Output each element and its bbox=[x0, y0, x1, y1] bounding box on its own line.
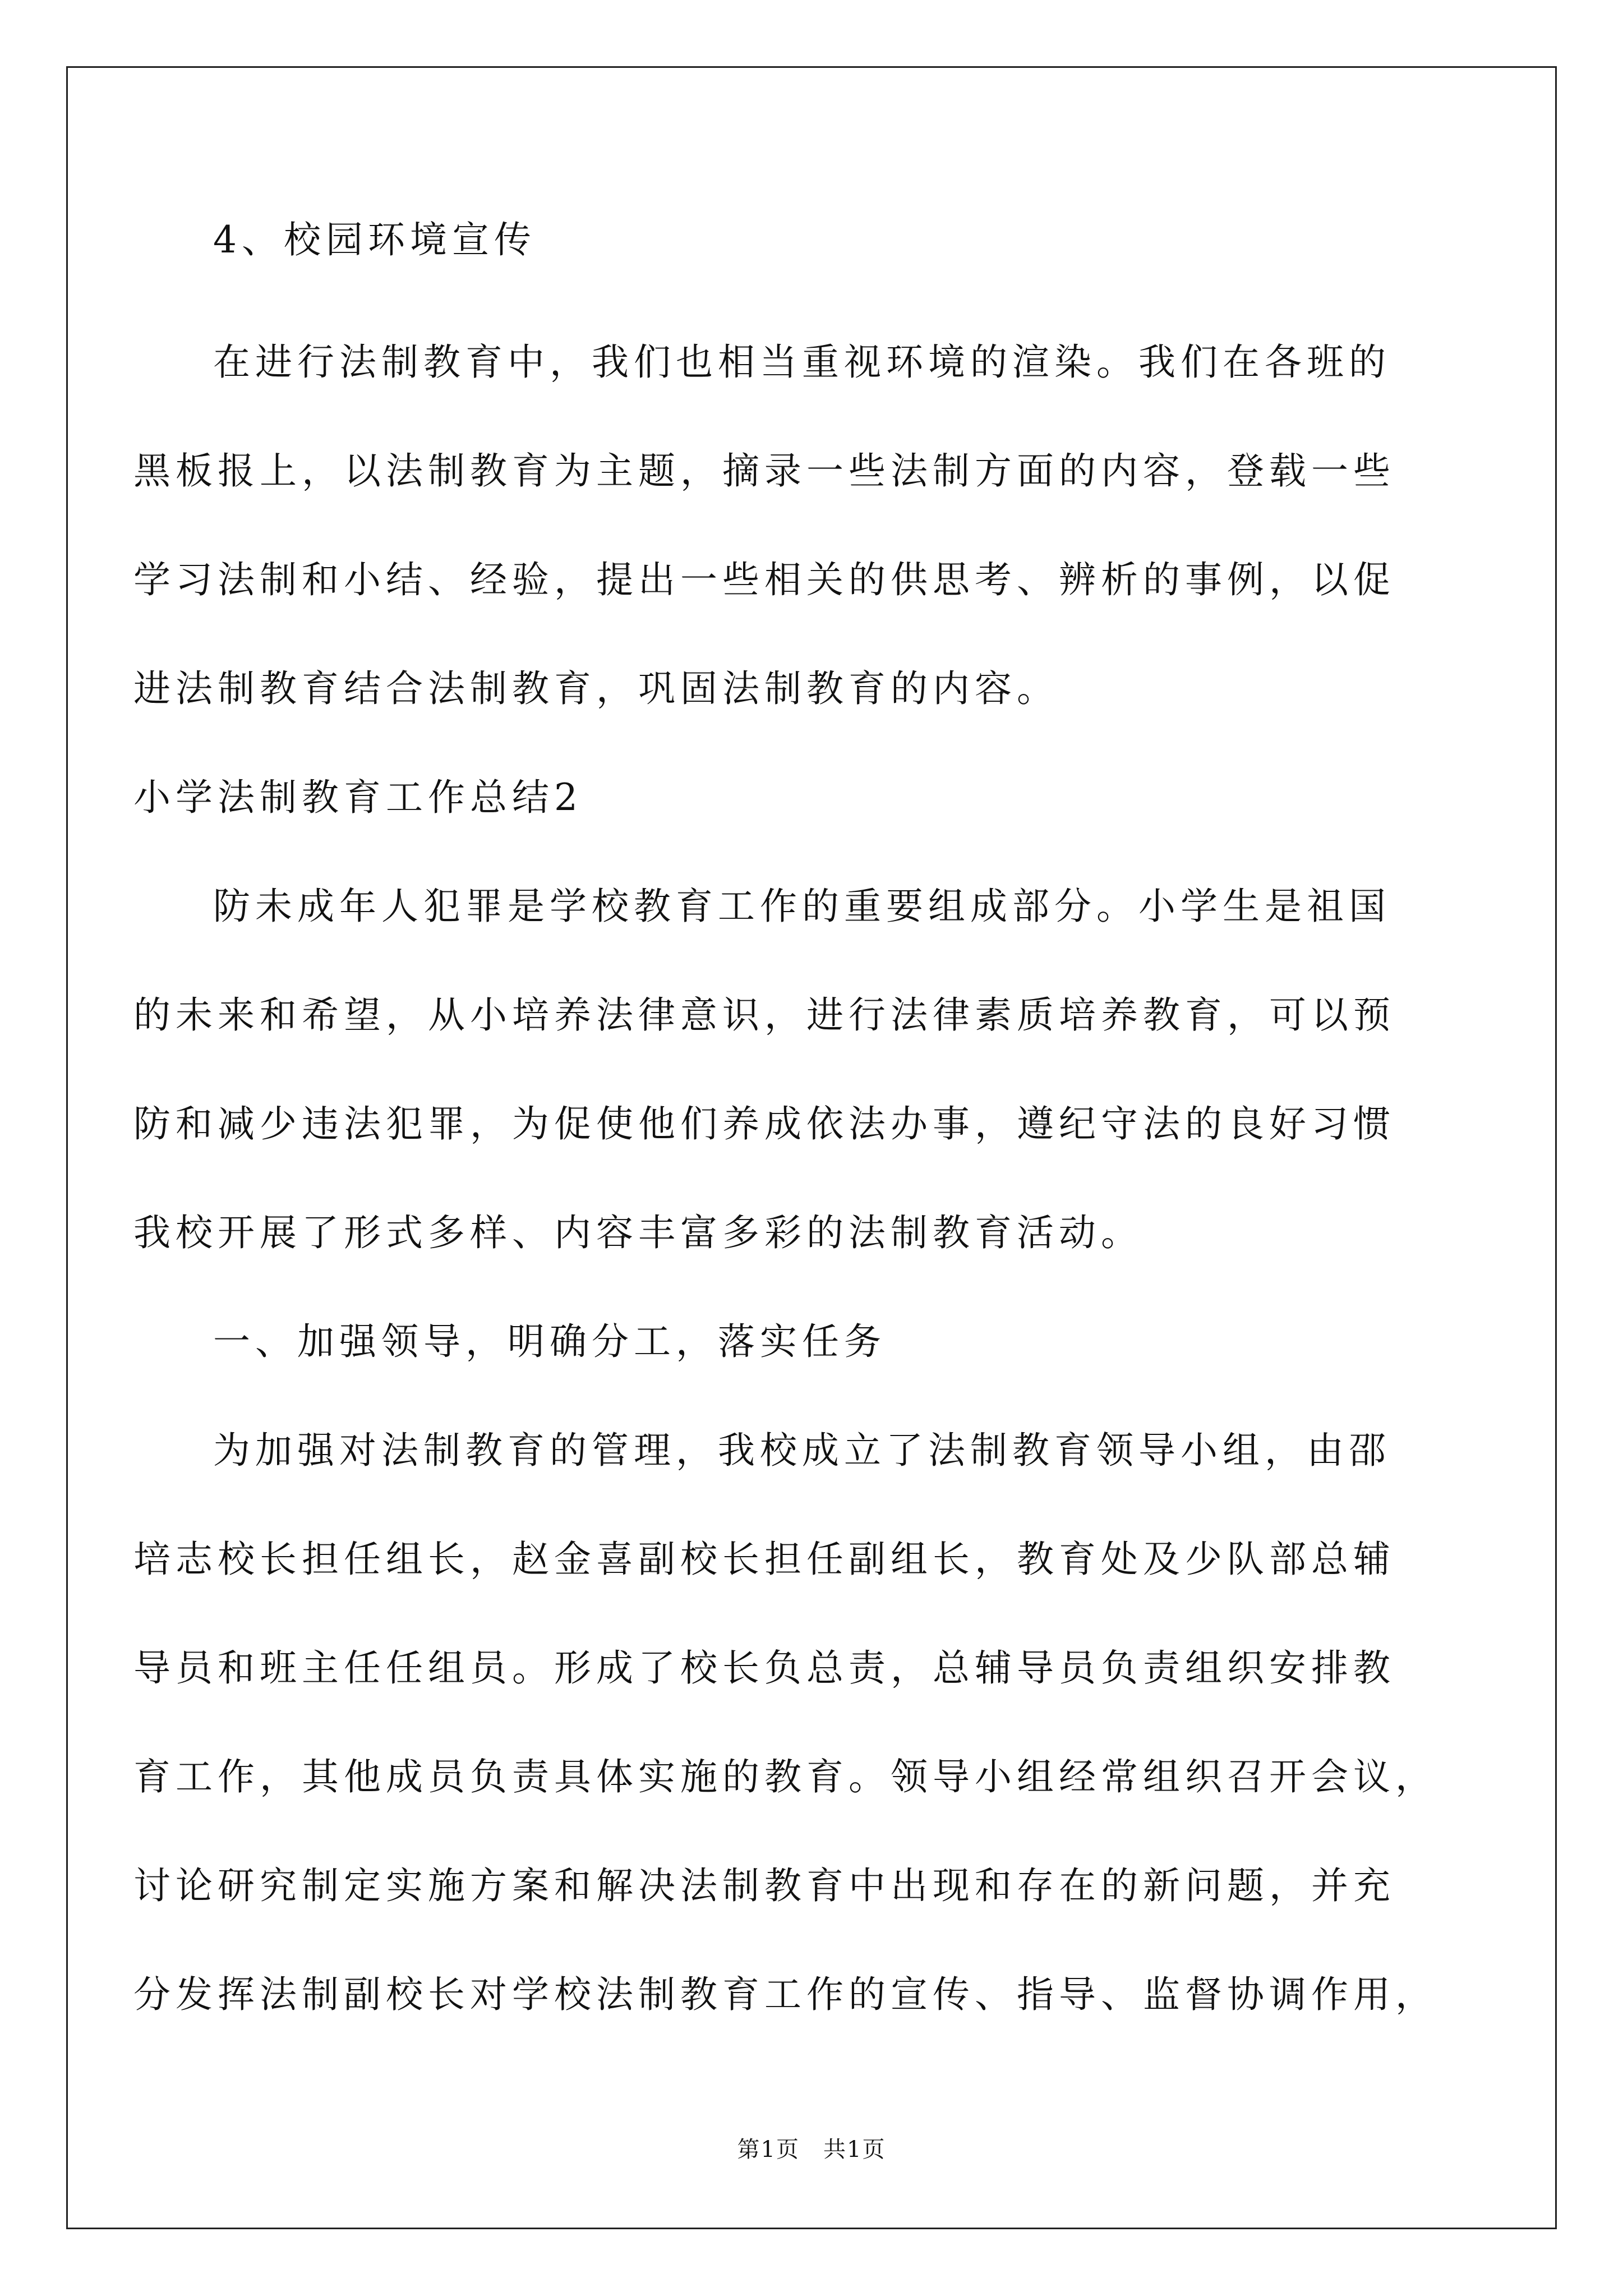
paragraph-line: 学习法制和小结、经验，提出一些相关的供思考、辨析的事例，以促 bbox=[133, 558, 1395, 601]
paragraph-line: 我校开展了形式多样、内容丰富多彩的法制教育活动。 bbox=[133, 1211, 1143, 1254]
paragraph-line: 进法制教育结合法制教育，巩固法制教育的内容。 bbox=[133, 667, 1059, 710]
paragraph-line: 培志校长担任组长，赵金喜副校长担任副组长，教育处及少队部总辅 bbox=[133, 1538, 1395, 1581]
paragraph-line: 导员和班主任任组员。形成了校长负总责，总辅导员负责组织安排教 bbox=[133, 1646, 1395, 1690]
paragraph-line: 育工作，其他成员负责具体实施的教育。领导小组经常组织召开会议， bbox=[133, 1755, 1437, 1798]
paragraph-line: 讨论研究制定实施方案和解决法制教育中出现和存在的新问题，并充 bbox=[133, 1864, 1395, 1907]
paragraph-line: 黑板报上，以法制教育为主题，摘录一些法制方面的内容，登载一些 bbox=[133, 449, 1395, 493]
article-title: 小学法制教育工作总结2 bbox=[133, 776, 583, 819]
paragraph-line: 分发挥法制副校长对学校法制教育工作的宣传、指导、监督协调作用， bbox=[133, 1973, 1437, 2016]
page-footer: 第1页 共1页 bbox=[737, 2137, 886, 2162]
paragraph-line: 在进行法制教育中，我们也相当重视环境的渲染。我们在各班的 bbox=[213, 341, 1391, 384]
paragraph-line: 的未来和希望，从小培养法律意识，进行法律素质培养教育，可以预 bbox=[133, 993, 1395, 1037]
section-heading: 一、加强领导，明确分工，落实任务 bbox=[213, 1320, 886, 1363]
paragraph-line: 为加强对法制教育的管理，我校成立了法制教育领导小组，由邵 bbox=[213, 1429, 1391, 1472]
section-heading: 4、校园环境宣传 bbox=[213, 218, 536, 261]
paragraph-line: 防未成年人犯罪是学校教育工作的重要组成部分。小学生是祖国 bbox=[213, 885, 1391, 928]
paragraph-line: 防和减少违法犯罪，为促使他们养成依法办事，遵纪守法的良好习惯 bbox=[133, 1102, 1395, 1145]
